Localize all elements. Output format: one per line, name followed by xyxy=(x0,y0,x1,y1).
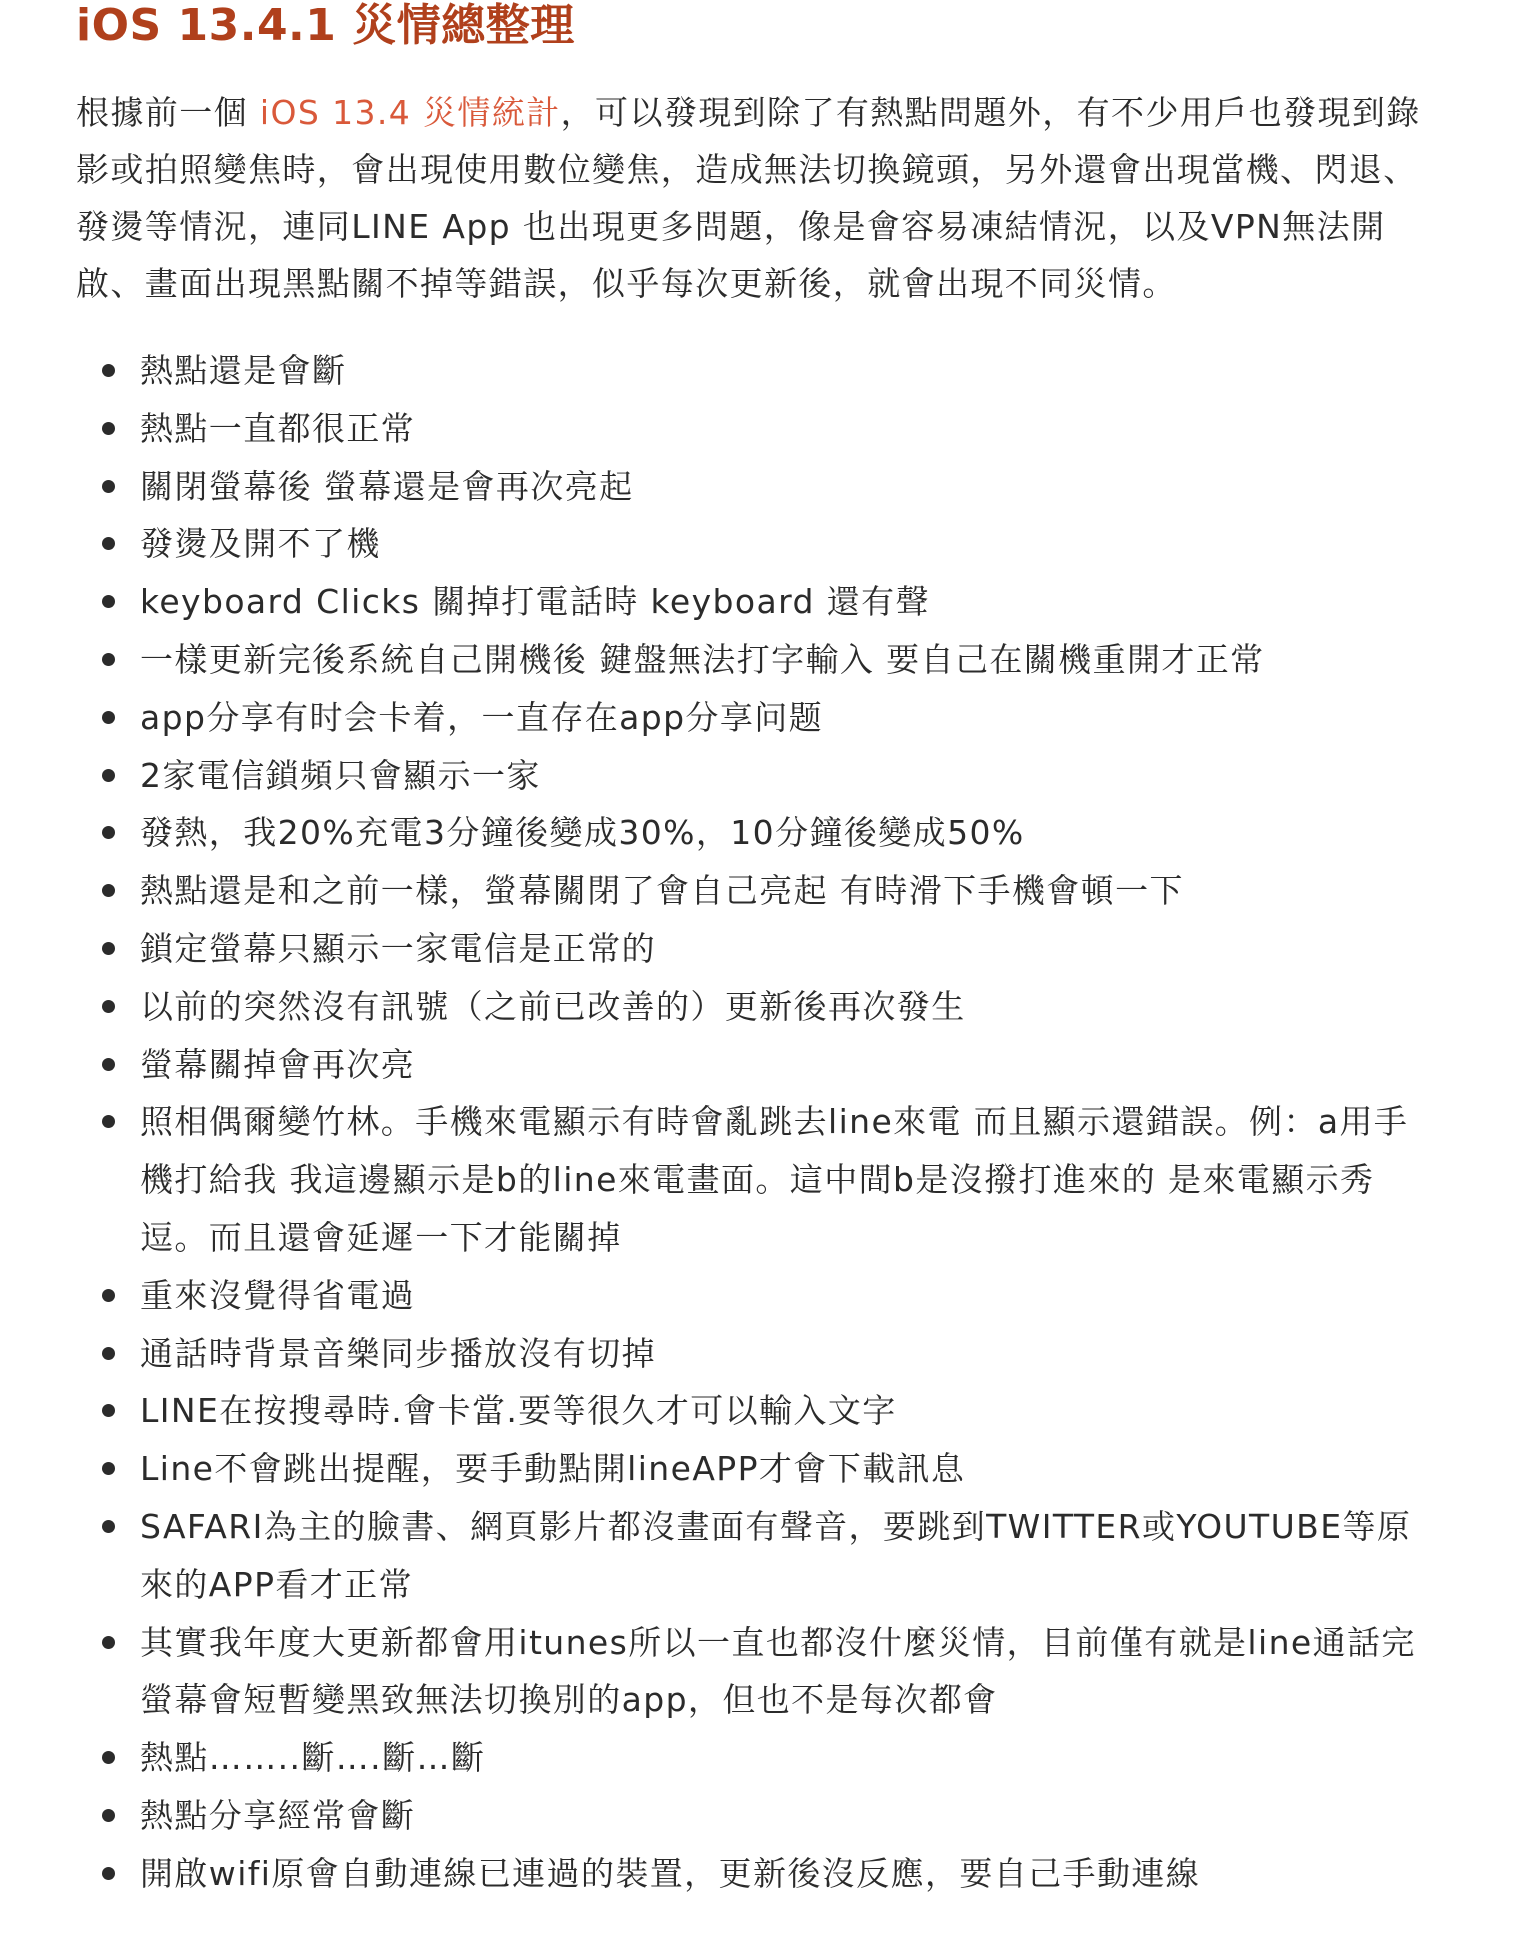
issue-text: 重來沒覺得省電過 xyxy=(140,1275,416,1315)
intro-paragraph xyxy=(76,84,1436,312)
bullet-icon xyxy=(102,1058,115,1071)
issue-text: SAFARI為主的臉書、網頁影片都沒畫面有聲音，要跳到TWITTER或YOUTUBE等原來的APP看才正常 xyxy=(140,1506,1412,1604)
bullet-icon xyxy=(102,826,115,839)
bullet-icon xyxy=(102,1115,115,1128)
issue-item xyxy=(76,862,1436,920)
bullet-icon xyxy=(102,1462,115,1475)
bullet-icon xyxy=(102,1347,115,1360)
issue-item xyxy=(76,573,1436,631)
bullet-icon xyxy=(102,1289,115,1302)
issue-text: 開啟wifi原會自動連線已連過的裝置，更新後沒反應，要自己手動連線 xyxy=(140,1853,1201,1893)
issue-text: 一樣更新完後系統自己開機後 鍵盤無法打字輸入 要自己在關機重開才正常 xyxy=(140,639,1265,679)
issue-item xyxy=(76,1382,1436,1440)
issue-item xyxy=(76,1093,1436,1266)
issue-item xyxy=(76,342,1436,400)
issue-item xyxy=(76,747,1436,805)
bullet-icon xyxy=(102,1520,115,1533)
bullet-icon xyxy=(102,653,115,666)
issue-text: 以前的突然沒有訊號（之前已改善的）更新後再次發生 xyxy=(140,986,966,1026)
bullet-icon xyxy=(102,884,115,897)
bullet-icon xyxy=(102,1809,115,1822)
issue-item xyxy=(76,1325,1436,1383)
article-title: iOS 13.4.1 災情總整理 xyxy=(76,0,575,51)
issue-item xyxy=(76,1614,1436,1730)
issue-item xyxy=(76,978,1436,1036)
issue-text: 熱點一直都很正常 xyxy=(140,408,416,448)
issue-text: 熱點還是和之前一樣，螢幕關閉了會自己亮起 有時滑下手機會頓一下 xyxy=(140,871,1184,911)
issue-item xyxy=(76,515,1436,573)
issue-text: app分享有时会卡着，一直存在app分享问题 xyxy=(140,697,824,737)
issue-text: LINE在按搜尋時.會卡當.要等很久才可以輸入文字 xyxy=(140,1391,897,1431)
issue-item xyxy=(76,804,1436,862)
bullet-icon xyxy=(102,942,115,955)
bullet-icon xyxy=(102,1636,115,1649)
issue-item xyxy=(76,400,1436,458)
bullet-icon xyxy=(102,1404,115,1417)
issue-item xyxy=(76,689,1436,747)
bullet-icon xyxy=(102,1751,115,1764)
issue-text: 發燙及開不了機 xyxy=(140,524,381,564)
issue-list xyxy=(76,342,1436,1903)
intro-text-after: ，可以發現到除了有熱點問題外，有不少用戶也發現到錄影或拍照變焦時，會出現使用數位變焦，造成無法切換鏡頭，另外還會出現當機、閃退、發燙等情況，連同LINE App 也出現更多問題，像是會容易凍結情況，以及VPN無法開啟、畫面出現黑點關不掉等錯誤，似乎每次更新後，就會出現不同災情。 xyxy=(76,93,1421,303)
issue-text: 熱點……..斷….斷…斷 xyxy=(140,1738,486,1778)
bullet-icon xyxy=(102,1867,115,1880)
issue-item xyxy=(76,1845,1436,1903)
issue-text: 2家電信鎖頻只會顯示一家 xyxy=(140,755,541,795)
bullet-icon xyxy=(102,1000,115,1013)
issue-text: 發熱，我20%充電3分鐘後變成30%，10分鐘後變成50% xyxy=(140,813,1025,853)
issue-item xyxy=(76,920,1436,978)
bullet-icon xyxy=(102,422,115,435)
issue-item xyxy=(76,1498,1436,1614)
bullet-icon xyxy=(102,711,115,724)
issue-item xyxy=(76,631,1436,689)
bullet-icon xyxy=(102,537,115,550)
ios-13-4-stats-link[interactable]: iOS 13.4 災情統計 xyxy=(259,93,561,132)
article xyxy=(76,0,1436,1903)
issue-text: 鎖定螢幕只顯示一家電信是正常的 xyxy=(140,928,656,968)
issue-text: 螢幕關掉會再次亮 xyxy=(140,1044,416,1084)
issue-text: 照相偶爾變竹林。手機來電顯示有時會亂跳去line來電 而且顯示還錯誤。例：a用手機打給我 我這邊顯示是b的line來電畫面。這中間b是沒撥打進來的 是來電顯示秀逗。而且還會延遲一下才能關掉 xyxy=(140,1102,1409,1257)
issue-text: 熱點還是會斷 xyxy=(140,351,347,390)
issue-item xyxy=(76,1787,1436,1845)
issue-item xyxy=(76,1267,1436,1325)
issue-item xyxy=(76,1036,1436,1094)
issue-text: 關閉螢幕後 螢幕還是會再次亮起 xyxy=(140,466,634,506)
issue-text: 熱點分享經常會斷 xyxy=(140,1795,416,1835)
issue-item xyxy=(76,458,1436,516)
bullet-icon xyxy=(102,364,115,377)
bullet-icon xyxy=(102,480,115,493)
issue-item xyxy=(76,1729,1436,1787)
issue-item xyxy=(76,1440,1436,1498)
bullet-icon xyxy=(102,769,115,782)
issue-text: Line不會跳出提醒，要手動點開lineAPP才會下載訊息 xyxy=(140,1449,966,1489)
issue-text: 其實我年度大更新都會用itunes所以一直也都沒什麼災情，目前僅有就是line通話完螢幕會短暫變黑致無法切換別的app，但也不是每次都會 xyxy=(140,1622,1416,1720)
issue-text: keyboard Clicks 關掉打電話時 keyboard 還有聲 xyxy=(140,582,930,622)
issue-text: 通話時背景音樂同步播放沒有切掉 xyxy=(140,1333,656,1373)
bullet-icon xyxy=(102,595,115,608)
intro-text-before: 根據前一個 xyxy=(76,93,260,132)
